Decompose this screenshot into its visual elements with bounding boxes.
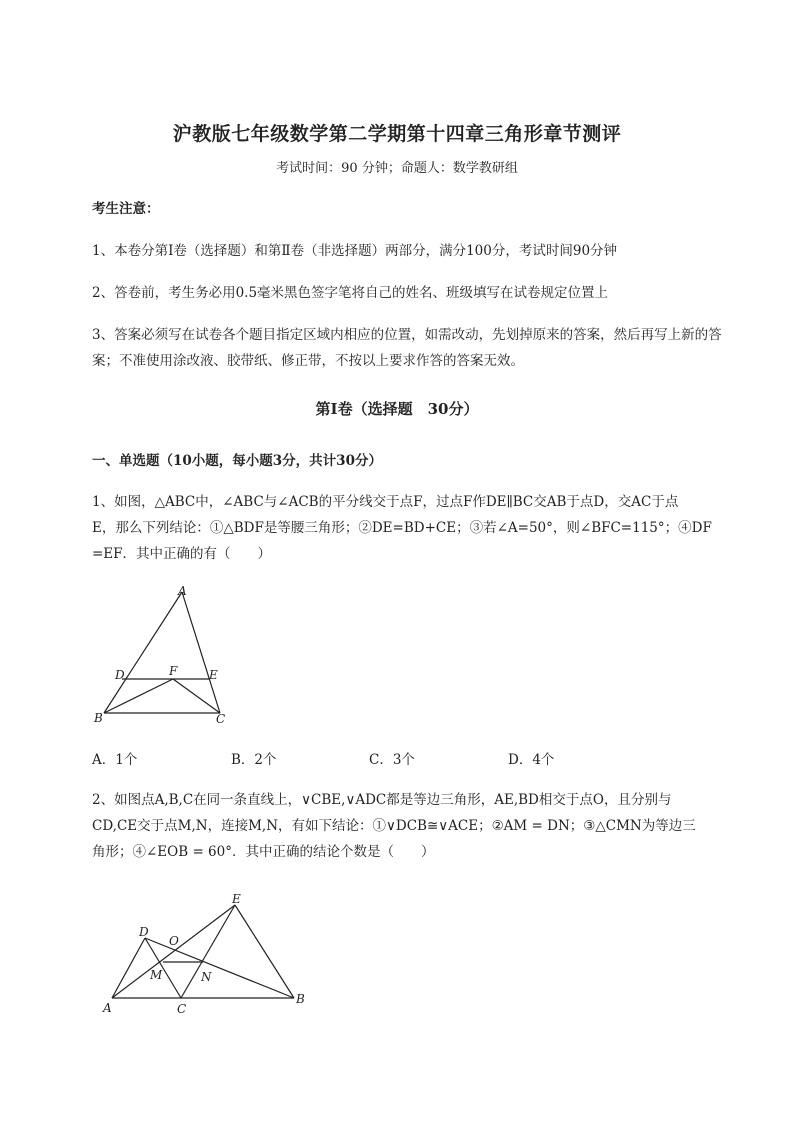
label-c: C <box>216 712 226 726</box>
question-1-line-2: E，那么下列结论：①△BDF是等腰三角形；②DE=BD+CE；③若∠A=50°，则∠BFC=115°；④DF <box>92 520 712 536</box>
label-d: D <box>139 925 149 939</box>
notice-item-3: 3、答案必须写在试卷各个题目指定区域内相应的位置，如需改动，先划掉原来的答案，然后再写上新的答案；不准使用涂改液、胶带纸、修正带，不按以上要求作答的答案无效。 <box>92 327 722 369</box>
option-d[interactable]: D．4个 <box>508 752 555 768</box>
label-b: B <box>94 711 103 725</box>
edge-ce <box>181 905 235 998</box>
label-e: E <box>232 892 241 906</box>
question-2-figure <box>95 885 320 1020</box>
question-2-line-2: CD,CE交于点M,N，连接M,N，有如下结论：①∨DCB≅∨ACE；②AM = DN；③△CMN为等边三 <box>92 818 696 834</box>
edge-ac <box>182 592 220 713</box>
label-m: M <box>150 968 163 982</box>
segment-cf <box>173 679 220 713</box>
option-a[interactable]: A．1个 <box>92 752 138 768</box>
edge-ad <box>112 938 145 998</box>
notice-item-1: 1、本卷分第Ⅰ卷（选择题）和第Ⅱ卷（非选择题）两部分，满分100分，考试时间90分钟 <box>92 243 618 259</box>
label-d: D <box>115 668 125 682</box>
label-a: A <box>103 1001 112 1015</box>
edge-ab <box>104 592 182 713</box>
option-b[interactable]: B．2个 <box>231 752 277 768</box>
segment-db <box>145 938 294 998</box>
page-title: 沪教版七年级数学第二学期第十四章三角形章节测评 <box>172 123 622 145</box>
label-n: N <box>201 970 212 984</box>
question-2-line-3: 角形；④∠EOB = 60°．其中正确的结论个数是（ ） <box>92 844 435 860</box>
option-c[interactable]: C．3个 <box>369 752 415 768</box>
label-o: O <box>169 934 179 948</box>
question-1-line-3: =EF．其中正确的有（ ） <box>92 546 272 562</box>
label-f: F <box>169 664 178 678</box>
question-2-line-1: 2、如图点A,B,C在同一条直线上，∨CBE,∨ADC都是等边三角形，AE,BD相交于点O，且分别与 <box>92 792 672 808</box>
label-a: A <box>178 584 187 598</box>
label-e: E <box>209 668 218 682</box>
notice-heading: 考生注意： <box>92 201 160 217</box>
edge-eb <box>235 905 294 998</box>
question-1-figure <box>86 580 246 730</box>
section-title: 一、单选题（10小题，每小题3分，共计30分） <box>92 453 382 469</box>
notice-item-2: 2、答卷前，考生务必用0.5毫米黑色签字笔将自己的姓名、班级填写在试卷规定位置上 <box>92 285 609 301</box>
part-title: 第Ⅰ卷（选择题 30分） <box>315 400 479 418</box>
label-c: C <box>177 1002 187 1016</box>
label-b: B <box>296 992 305 1006</box>
segment-ae <box>112 905 235 998</box>
exam-info: 考试时间：90 分钟；命题人：数学教研组 <box>276 161 518 176</box>
question-1-line-1: 1、如图，△ABC中，∠ABC与∠ACB的平分线交于点F，过点F作DE∥BC交AB于点D，交AC于点 <box>92 494 679 510</box>
